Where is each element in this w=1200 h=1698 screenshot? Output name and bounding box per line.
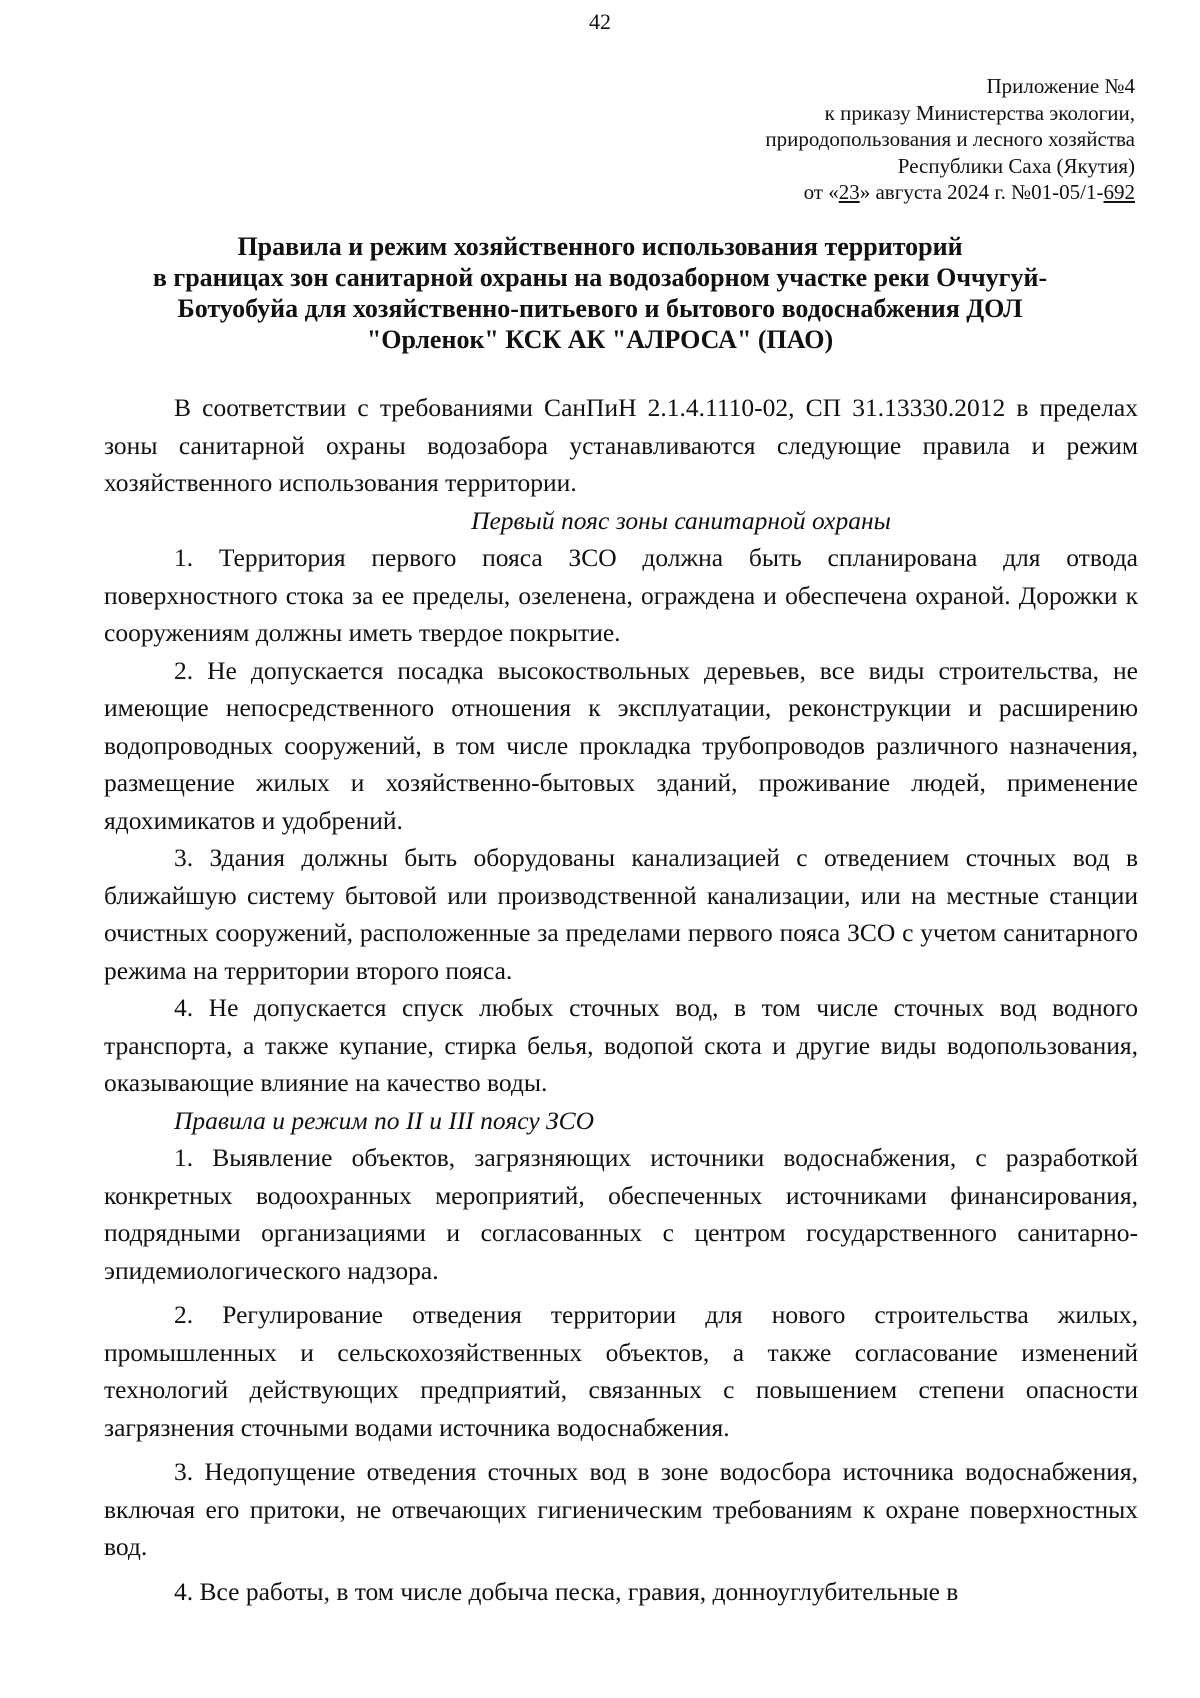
title-line: Правила и режим хозяйственного использования территорий bbox=[237, 232, 963, 261]
appendix-date-line bbox=[535, 179, 1135, 206]
order-number: 692 bbox=[1103, 180, 1135, 204]
title-line: "Орленок" КСК АК "АЛРОСА" (ПАО) bbox=[366, 325, 834, 354]
document-title bbox=[100, 231, 1100, 355]
intro-paragraph: В соответствии с требованиями СанПиН 2.1.4.1110-02, СП 31.13330.2012 в пределах зоны санитарной охраны водозабора устанавливаются следующие правила и режим хозяйственного использования территории. bbox=[104, 393, 1138, 497]
date-middle: » августа 2024 г. №01-05/1- bbox=[859, 180, 1104, 204]
section2-item-1: 1. Выявление объектов, загрязняющих источники водоснабжения, с разработкой конкретных водоохранных мероприятий, обеспеченных источниками финансирования, подрядными организациями и согласованных с центром государственного санитарно-эпидемиологического надзора. bbox=[104, 1143, 1138, 1285]
section1-item-4: 4. Не допускается спуск любых сточных вод, в том числе сточных вод водного транспорта, а также купание, стирка белья, водопой скота и другие виды водопользования, оказывающие влияние на качество воды. bbox=[104, 993, 1138, 1097]
section2-item-4: 4. Все работы, в том числе добыча песка, гравия, донноуглубительные в bbox=[174, 1576, 959, 1606]
appendix-line: природопользования и лесного хозяйства bbox=[765, 127, 1135, 151]
section1-item-3: 3. Здания должны быть оборудованы канализацией с отведением сточных вод в ближайшую систему бытовой или производственной канализации, или на местные станции очистных сооружений, расположенные за пределами первого пояса ЗСО с учетом санитарного режима на территории второго пояса. bbox=[104, 843, 1138, 985]
date-prefix: от « bbox=[803, 180, 839, 204]
appendix-line: Приложение №4 bbox=[986, 74, 1135, 98]
section1-item-2: 2. Не допускается посадка высокоствольных деревьев, все виды строительства, не имеющие непосредственного отношения к эксплуатации, реконструкции и расширению водопроводных сооружений, в том числе прокладка трубопроводов различного назначения, размещение жилых и хозяйственно-бытовых зданий, проживание людей, применение ядохимикатов и удобрений. bbox=[104, 655, 1138, 835]
section1-item-1: 1. Территория первого пояса ЗСО должна быть спланирована для отвода поверхностного стока за ее пределы, озеленена, ограждена и обеспечена охраной. Дорожки к сооружениям должны иметь твердое покрытие. bbox=[104, 543, 1138, 647]
date-day: 23 bbox=[838, 180, 860, 204]
page-number: 42 bbox=[589, 9, 611, 34]
section-heading-first-belt: Первый пояс зоны санитарной охраны bbox=[471, 505, 891, 535]
appendix-block bbox=[535, 73, 1135, 206]
section2-item-3: 3. Недопущение отведения сточных вод в зоне водосбора источника водоснабжения, включая его притоки, не отвечающих гигиеническим требованиям к охране поверхностных вод. bbox=[104, 1457, 1138, 1561]
appendix-line: Республики Саха (Якутия) bbox=[897, 153, 1135, 178]
title-line: Ботуобуйа для хозяйственно-питьевого и бытового водоснабжения ДОЛ bbox=[177, 294, 1023, 323]
title-line: в границах зон санитарной охраны на водозаборном участке реки Оччугуй- bbox=[152, 263, 1048, 292]
section2-item-2: 2. Регулирование отведения территории для нового строительства жилых, промышленных и сельскохозяйственных объектов, а также согласование изменений технологий действующих предприятий, связанных с повышением степени опасности загрязнения сточными водами источника водоснабжения. bbox=[104, 1300, 1138, 1442]
section-heading-second-third-belt: Правила и режим по II и III поясу ЗСО bbox=[174, 1105, 595, 1135]
appendix-line: к приказу Министерства экологии, bbox=[824, 100, 1135, 125]
document-body bbox=[104, 389, 1138, 1610]
